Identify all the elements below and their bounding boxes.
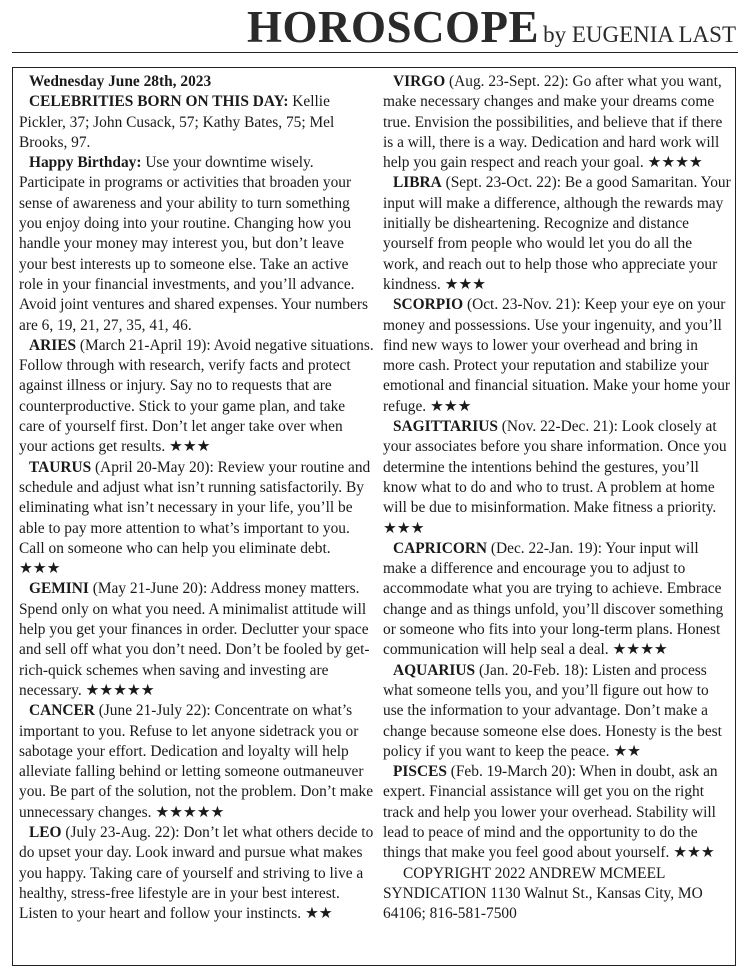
sign-name: AQUARIUS (393, 661, 476, 679)
sign-text: (Oct. 23-Nov. 21): Keep your eye on your money and possessions. Use your ingenuity, and you’ll find new ways to lower your overhead and bring in more cash. Protect your reputation and stabilize your emotional and financial situation. Make your home your refuge. ★★★ (383, 296, 731, 415)
sign-sagittarius (383, 417, 731, 539)
sign-virgo (383, 72, 731, 173)
sign-name: GEMINI (29, 580, 89, 598)
sign-pisces (383, 762, 731, 863)
celebrities-text: Kellie Pickler, 37; John Cusack, 57; Kathy Bates, 75; Mel Brooks, 97. (19, 93, 335, 151)
sign-text: (June 21-July 22): Concentrate on what’s important to you. Refuse to let anyone sidetrack you or sabotage your effort. Dedication and loyalty will help alleviate falling behind or letting someone outmaneuver you. Be part of the solution, not the problem. Don’t make unnecessary changes. ★★★★★ (19, 702, 374, 821)
publication-date: Wednesday June 28th, 2023 (29, 73, 212, 90)
date-line (19, 72, 374, 92)
byline: by EUGENIA LAST (543, 22, 736, 47)
sign-name: PISCES (393, 763, 447, 781)
sign-scorpio (383, 295, 731, 417)
sign-name: TAURUS (29, 458, 92, 476)
copyright-notice: COPYRIGHT 2022 ANDREW MCMEEL SYNDICATION 1130 Walnut St., Kansas City, MO 64106; 816-581-7500 (383, 864, 703, 923)
sign-text: (April 20-May 20): Review your routine and schedule and adjust what isn’t running satisfactorily. By eliminating what isn’t necessary in your life, you’ll be able to pay more attention to what’s important to you. Call on someone who can help you eliminate debt. ★★★ (19, 458, 371, 578)
masthead (12, 0, 738, 53)
sign-text: (Nov. 22-Dec. 21): Look closely at your associates before you share information. Once you determine the intentions behind the gestures, you’ll know what to do and who to trust. A problem at home will be due to misinformation. Make fitness a priority. ★★★ (383, 418, 727, 537)
sign-cancer (19, 701, 374, 823)
celebrities-label: CELEBRITIES BORN ON THIS DAY: (29, 93, 289, 111)
sign-name: SAGITTARIUS (393, 418, 498, 436)
sign-text: (March 21-April 19): Avoid negative situations. Follow through with research, verify facts and protect against illness or injury. Say no to requests that are counterproductive. Stick to your game plan, and take care of yourself first. Don’t let anger take over when your actions get results. ★★★ (19, 336, 374, 456)
sign-name: VIRGO (393, 73, 446, 90)
sign-text: (May 21-June 20): Address money matters. Spend only on what you need. A minimalist attitude will help you get your finances in order. Declutter your space and sell off what you don’t need. Don’t be fooled by get-rich-quick schemes when saving and investing are necessary. ★★★★★ (19, 580, 370, 699)
sign-name: SCORPIO (393, 296, 464, 314)
sign-gemini (19, 579, 374, 701)
sign-text: (Aug. 23-Sept. 22): Go after what you want, make necessary changes and make your dreams come true. Envision the possibilities, and believe that if there is a will, there is a way. Dedication and hard work will help you gain respect and reach your goal. ★★★★ (383, 73, 723, 172)
sign-aquarius (383, 661, 731, 762)
sign-leo (19, 823, 374, 924)
sign-capricorn (383, 539, 731, 661)
sign-text: (Dec. 22-Jan. 19): Your input will make a difference and encourage you to adjust to accommodate what you are trying to achieve. Embrace change and as things unfold, you’ll discover something or someone who fits into your long-term plans. Honest communication will help seal a deal. ★★★★ (383, 539, 724, 659)
birthday-text: Use your downtime wisely. Participate in programs or activities that broaden your sense of awareness and your ability to turn something you enjoy doing into your routine. Changing how you handle your money may interest you, but don’t leave your best interests up to someone else. Take an active role in your financial investments, and you’ll advance. Avoid joint ventures and shared expenses. Your numbers are 6, 19, 21, 27, 35, 41, 46. (19, 154, 368, 334)
birthday-label: Happy Birthday: (29, 154, 142, 172)
sign-name: CANCER (29, 702, 95, 720)
sign-name: LIBRA (393, 174, 442, 192)
sign-text: (Jan. 20-Feb. 18): Listen and process what someone tells you, and you’ll figure out how to use the information to your advantage. Don’t make a change because someone else does. Honesty is the best policy if you want to keep the peace. ★★ (383, 661, 722, 760)
left-column (19, 72, 374, 924)
masthead-title-group (247, 2, 736, 52)
sign-text: (July 23-Aug. 22): Don’t let what others decide to do upset your day. Look inward and pursue what makes you happy. Taking care of yourself and striving to live a healthy, stress-free lifestyle are in your best interest. Listen to your heart and follow your instincts. ★★ (19, 823, 374, 923)
sign-name: CAPRICORN (393, 539, 488, 557)
sign-aries (19, 336, 374, 458)
sign-name: ARIES (29, 336, 77, 354)
sign-taurus (19, 458, 374, 580)
sign-text: (Feb. 19-March 20): When in doubt, ask an expert. Financial assistance will get you on the right track and help you lower your overhead. Stability will lead to peace of mind and the opportunity to do the things that make you feel good about yourself. ★★★ (383, 763, 718, 862)
sign-text: (Sept. 23-Oct. 22): Be a good Samaritan. Your input will make a difference, although the rewards may initially be disheartening. Recognize and distance yourself from people who would let you do all the work, and reach out to help those who appreciate your kindness. ★★★ (383, 174, 731, 293)
page-title: HOROSCOPE (247, 2, 540, 52)
birthday-paragraph (19, 153, 374, 336)
sign-libra (383, 173, 731, 295)
celebrities-paragraph (19, 92, 374, 153)
right-column (383, 72, 731, 924)
horoscope-box (12, 67, 736, 966)
sign-name: LEO (29, 823, 62, 841)
